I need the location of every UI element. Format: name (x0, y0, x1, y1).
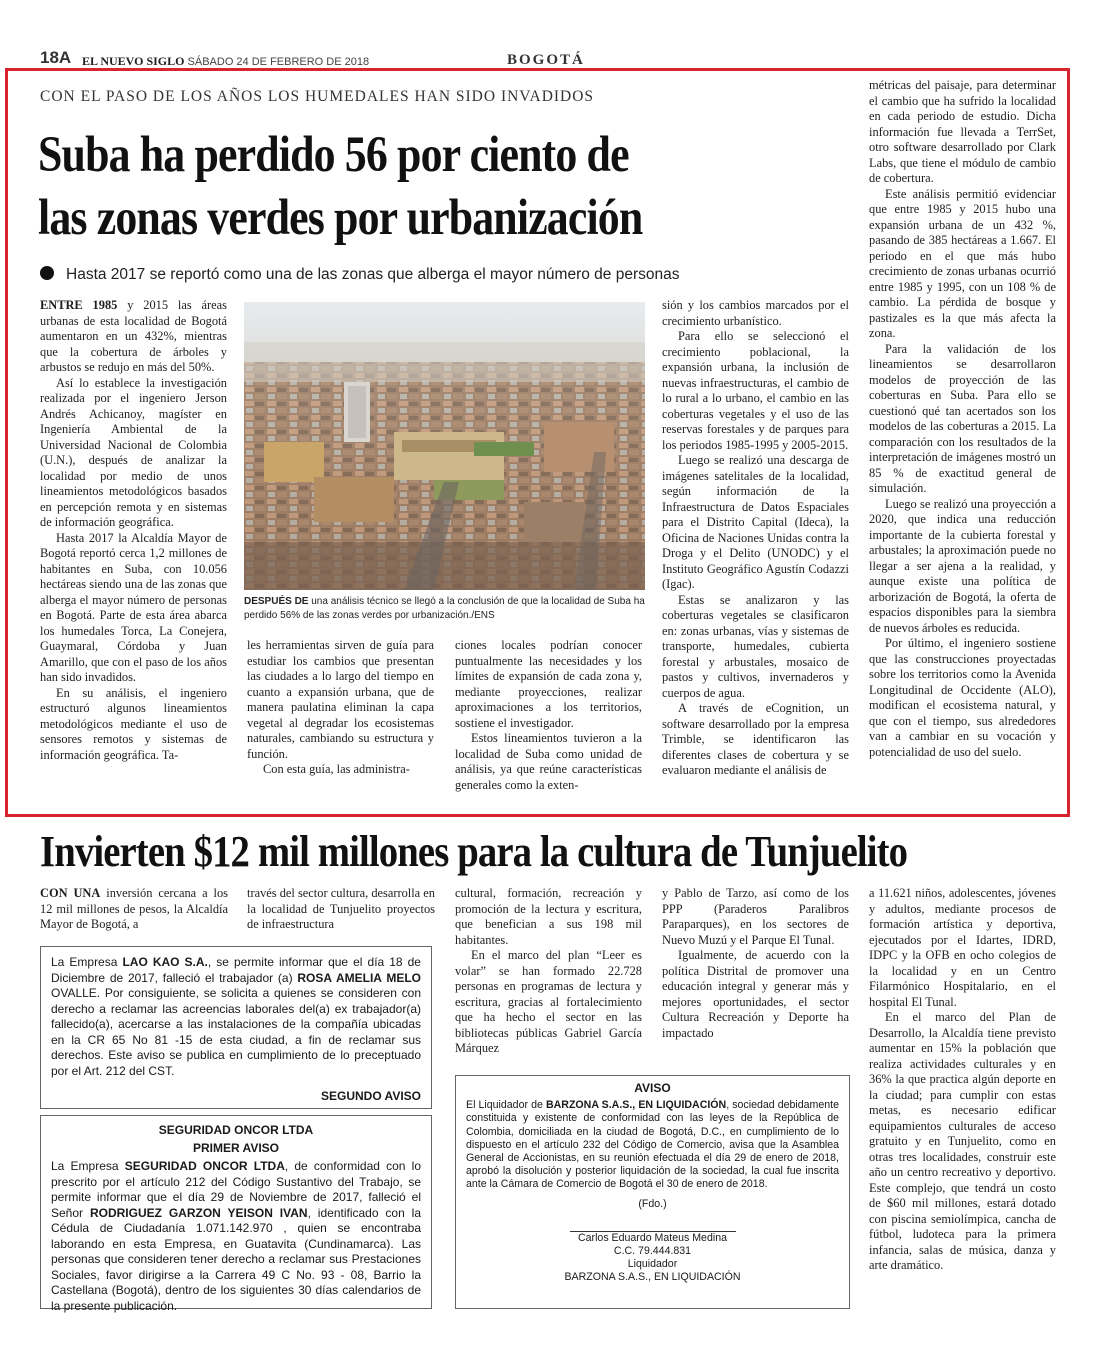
paragraph: En el marco del plan “Leer es volar” se han formado 22.728 personas en programas de lectura y escritura, gracias al fortalecimiento que ha hecho el sector en las bibliotecas públicas Gabriel García Márquez (455, 948, 642, 1055)
section-name: BOGOTÁ (507, 52, 585, 68)
paragraph: ciones locales podrían conocer puntualmente las necesidades y los límites de expansión de cada zona y, mediante proyecciones, realizar aproximaciones a los territorios, sostiene el investigador. (455, 638, 642, 730)
paragraph: Luego se realizó una descarga de imágenes satelitales de la localidad, según información de la Infraestructura de Datos Espaciales para el Distrito Capital (Ideca), la Oficina de Naciones Unidas contra la Droga y el Delito (UNODC) y el Instituto Geográfico Agustín Codazzi (Igac). (662, 453, 849, 591)
notice-text-part: La Empresa (51, 1159, 125, 1173)
headline-line-1: Suba ha perdido 56 por ciento de (38, 127, 629, 183)
paragraph: cultural, formación, recreación y promoción de la lectura y escritura, que benefician a sus 198 mil habitantes. (455, 886, 642, 947)
notice-title: SEGURIDAD ONCOR LTDA (158, 1123, 314, 1137)
bullet-icon (40, 266, 54, 280)
paragraph: y Pablo de Tarzo, así como de los PPP (Paraderos Paralibros Paraparques), en los sectores de Nuevo Muzú y el Parque El Tunal. (662, 886, 849, 947)
page-number: 18A (40, 48, 72, 67)
legal-notice-barzona (455, 1075, 850, 1309)
photo-caption (244, 595, 646, 622)
paragraph (40, 886, 228, 933)
article2-column-4 (662, 886, 849, 1068)
newspaper-name: EL NUEVO SIGLO (82, 54, 185, 68)
notice-text-part: El Liquidador de (466, 1099, 546, 1112)
paragraph: a 11.621 niños, adolescentes, jóvenes y adultos, mediante procesos de formación artística y deportiva, ejecutados por el Idartes, IDRD, IDPC y la OFB en ocho colegios de la localidad y en un Centro Filarmónico Hospitalario, en el hospital El Tunal. (869, 886, 1056, 1009)
notice-text-part: , sociedad debidamente constituida y existente de conformidad con las leyes de la República de Colombia, domiciliada en la ciudad de Bogotá, D.C., en cumplimiento de lo dispuesto en el artículo 232 del Código de Comercio, avisa que la Asamblea General de Accionistas, en su reunión efectuada el día 29 de enero de 2018, aprobó la disolución y posterior liquidación de la sociedad, la cual fue inscrita ante la Cámara de Comercio de Bogotá el 30 de enero de 2018. (466, 1099, 839, 1191)
notice-label: SEGUNDO AVISO (320, 1089, 421, 1103)
article2-column-1 (40, 886, 228, 936)
paragraph-text: y 2015 las áreas urbanas de esta localidad de Bogotá aumentaron en un 432%, mientras que la cobertura de árboles y arbustos se redujo en más del 50%. (40, 298, 227, 374)
notice-text-part: , de conformidad con lo prescrito por el artículo 212 del Código Sustantivo del Trabajo, se permite informar que el día 29 de Noviembre de 2017, falleció el Señor (51, 1159, 421, 1220)
paragraph: Estas se analizaron y las coberturas vegetales se clasificaron en: zonas urbanas, vías y sistemas de transporte, humedales, cubierta forestal y arbustales, mosaico de pastos y cultivos, invernaderos y cuerpos de agua. (662, 592, 849, 700)
paragraph: través del sector cultura, desarrolla en la localidad de Tunjuelito proyectos de infraestructura (247, 886, 435, 931)
caption-text: una análisis técnico se llegó a la conclusión de que la localidad de Suba ha perdido 56% de las zonas verdes por urbanización./ENS (244, 596, 645, 621)
company-name: SEGURIDAD ONCOR LTDA (124, 1159, 285, 1173)
worker-name: RODRIGUEZ GARZON YEISON IVAN (89, 1205, 308, 1220)
paragraph: sión y los cambios marcados por el crecimiento urbanístico. (662, 298, 849, 328)
signer-entity: BARZONA S.A.S., EN LIQUIDACIÓN (564, 1271, 741, 1284)
article-column-4 (662, 298, 849, 798)
article-column-2 (247, 638, 434, 798)
legal-notice-lao-kao (40, 946, 432, 1109)
article2-headline: Invierten $12 mil millones para la cultura de Tunjuelito (40, 827, 908, 876)
paragraph: Igualmente, de acuerdo con la política Distrital de promover una educación integral y generar más y mejores oportunidades, el sector Cultura Recreación y Deporte ha impactado (662, 948, 849, 1040)
paragraph: Estos lineamientos tuvieron a la localidad de Suba como unidad de análisis, ya que reúne características generales como la exten- (455, 731, 642, 792)
issue-date: SÁBADO 24 DE FEBRERO DE 2018 (187, 56, 370, 68)
headline-line-2: las zonas verdes por urbanización (38, 190, 643, 246)
article-headline (38, 124, 642, 250)
caption-lead: DESPUÉS DE (244, 596, 309, 607)
notice-text-part: OVALLE. Por consiguiente, se solicita a quienes se consideren con derecho a reclamar las acreencias laborales del(a) ex trabajador(a) fallecido(a), acercarse a las instalaciones de la compañía ubicadas en la CR 65 No 81 -15 de esta ciudad, a fin de reclamar sus derechos. Este aviso se publica en cumplimiento de lo preceptuado por el Art. 212 del CST. (51, 986, 421, 1078)
paragraph: métricas del paisaje, para determinar el cambio que ha sufrido la localidad en cada periodo de estudio. Dicha información fue llevada a TerrSet, otro software desarrollado por Clark Labs, que tiene el módulo de cambio de cobertura. (869, 78, 1056, 185)
paragraph: Hasta 2017 la Alcaldía Mayor de Bogotá reportó cerca 1,2 millones de habitantes en Suba, con 10.056 hectáreas siendo una de las zonas que alberga el mayor número de personas en Bogotá. Parte de esta área abarca los humedales Torca, La Conejera, Guaymaral, Córdoba y Juan Amarillo, que con el paso de los años han sido invadidos. (40, 530, 227, 684)
deck-text: Hasta 2017 se reportó como una de las zonas que alberga el mayor número de personas (66, 266, 680, 283)
paragraph: En el marco del Plan de Desarrollo, la Alcaldía tiene previsto aumentar en 15% la población que realiza actividades culturales y en 36% la que practica algún deporte en la ciudad; para cumplir con estas metas, es necesario edificar equipamientos culturales de acceso gratuito y en Tunjuelito, como en otras tres localidades, construir este año un centro recreativo y deportivo. Este complejo, que tendrá un costo de $60 mil millones, estará dotado con piscina semiolímpica, cancha de fútbol, ludoteca para la primera infancia, salas de música, danza y arte dramático. (869, 1010, 1056, 1272)
worker-name: ROSA AMELIA MELO (297, 970, 421, 985)
notice-text (466, 1099, 839, 1191)
notice-text (51, 1159, 421, 1314)
article-column-3 (455, 638, 642, 798)
paragraph: A través de eCognition, un software desarrollado por la empresa Trimble, se identificaron las diferentes clases de cobertura y se evaluaron mediante el análisis de (662, 701, 849, 777)
legal-notice-seguridad-oncor (40, 1115, 432, 1313)
paragraph: Por último, el ingeniero sostiene que las construcciones proyectadas sobre los territorios como la Avenida Longitudinal de Occidente (ALO), modifican el ecosistema natural, y que con el tiempo, sus alrededores van a cambiar en su vocación y potencialidad de uso del suelo. (869, 636, 1056, 759)
signer-name: Carlos Eduardo Mateus Medina (578, 1231, 727, 1244)
company-name: LAO KAO S.A. (122, 955, 208, 969)
notice-text-part: , identificado con la Cédula de Ciudadanía 1.071.142.970 , quien se encontraba laborando en esta Empresa, en Guatavita (Cundinamarca). Las personas que consideren tener derecho a reclamar sus Prestaciones Sociales, favor dirigirse a la Carrera 49 C No. 93 - 08, Barrio la Castellana (Bogotá), dentro de los siguientes 30 días calendarios de la presente publicación. (51, 1205, 422, 1313)
lead-in: CON UNA (40, 886, 101, 900)
notice-title: AVISO (634, 1081, 671, 1095)
paragraph: Este análisis permitió evidenciar que entre 1985 y 2015 hubo una expansión urbana de un 432 %, pasando de 385 hectáreas a 1.667. El periodo en el que más hubo crecimiento de zonas urbanas ocurrió entre 1985 y 1995, con un 108 % de cambio. La pérdida de bosque y pastizales es la que más afecta la zona. (869, 186, 1056, 340)
lead-in: ENTRE 1985 (40, 298, 118, 312)
article-deck (40, 266, 679, 284)
paragraph-text: inversión cercana a los 12 mil millones de pesos, la Alcaldía Mayor de Bogotá, a (40, 886, 228, 931)
paragraph (40, 298, 227, 376)
paragraph: En su análisis, el ingeniero estructuró algunos lineamientos metodológicos mediante el uso de sensores remotos y sistemas de información geográfica. Ta- (40, 685, 227, 762)
notice-subtitle: PRIMER AVISO (192, 1141, 279, 1155)
article-column-1 (40, 298, 227, 800)
article-column-5 (869, 78, 1056, 798)
signer-role: Liquidador (627, 1258, 678, 1271)
article2-column-5 (869, 886, 1056, 1316)
paragraph: Para la validación de los lineamientos se desarrollaron modelos de proyección de las coberturas en Suba. Para ello se cuestionó qué tan acertados son los modelos de las coberturas a 2015. La comparación con los resultados de la interpretación de imágenes mostró un 85 % de exactitud general de simulación. (869, 341, 1056, 495)
article2-column-3 (455, 886, 642, 1068)
notice-text (51, 955, 421, 1079)
article-kicker: CON EL PASO DE LOS AÑOS LOS HUMEDALES HAN SIDO INVADIDOS (40, 88, 595, 105)
masthead-line (82, 54, 369, 69)
article2-column-2 (247, 886, 435, 936)
paragraph: les herramientas sirven de guía para estudiar los cambios que presentan las ciudades a lo largo del tiempo en cuanto a expansión urbana, que de manera paulatina eliminan la capa vegetal al degradar los ecosistemas naturales, cambiando su estructura y función. (247, 638, 434, 761)
paragraph: Para ello se seleccionó el crecimiento poblacional, la expansión urbana, la inclusión de nuevas infraestructuras, el cambio de lo rural a lo urbano, el cambio en las coberturas vegetales y el uso de las reservas forestales y de parques para los periodos 1985-1995 y 2005-2015. (662, 329, 849, 452)
notice-text-part: La Empresa (51, 955, 123, 969)
signed-mark: (Fdo.) (638, 1197, 667, 1210)
signer-id: C.C. 79.444.831 (613, 1245, 692, 1258)
paragraph: Luego se realizó una proyección a 2020, que indica una reducción importante de la cubierta forestal y arbustales; la aproximación puede no llegar a ser ajena a la realidad, y aunque existe una política de arborización de Bogotá, la oferta de espacios disponibles para la siembra de nuevos árboles es reducida. (869, 496, 1056, 635)
company-name: BARZONA S.A.S., EN LIQUIDACIÓN (546, 1099, 727, 1112)
paragraph: Así lo establece la investigación realizada por el ingeniero Jerson Andrés Achicanoy, magíster en Ingeniería Ambiental de la Universidad Nacional de Colombia (U.N.), después de analizar la localidad por medio de unos lineamientos metodológicos basados en percepción remota y en sistemas de información geográfica. (40, 375, 227, 529)
suba-aerial-photo (244, 302, 645, 590)
paragraph: Con esta guía, las administra- (263, 762, 410, 776)
notice-text-part: , se permite informar que el día 18 de Diciembre de 2017, falleció el trabajador (a) (51, 955, 421, 985)
